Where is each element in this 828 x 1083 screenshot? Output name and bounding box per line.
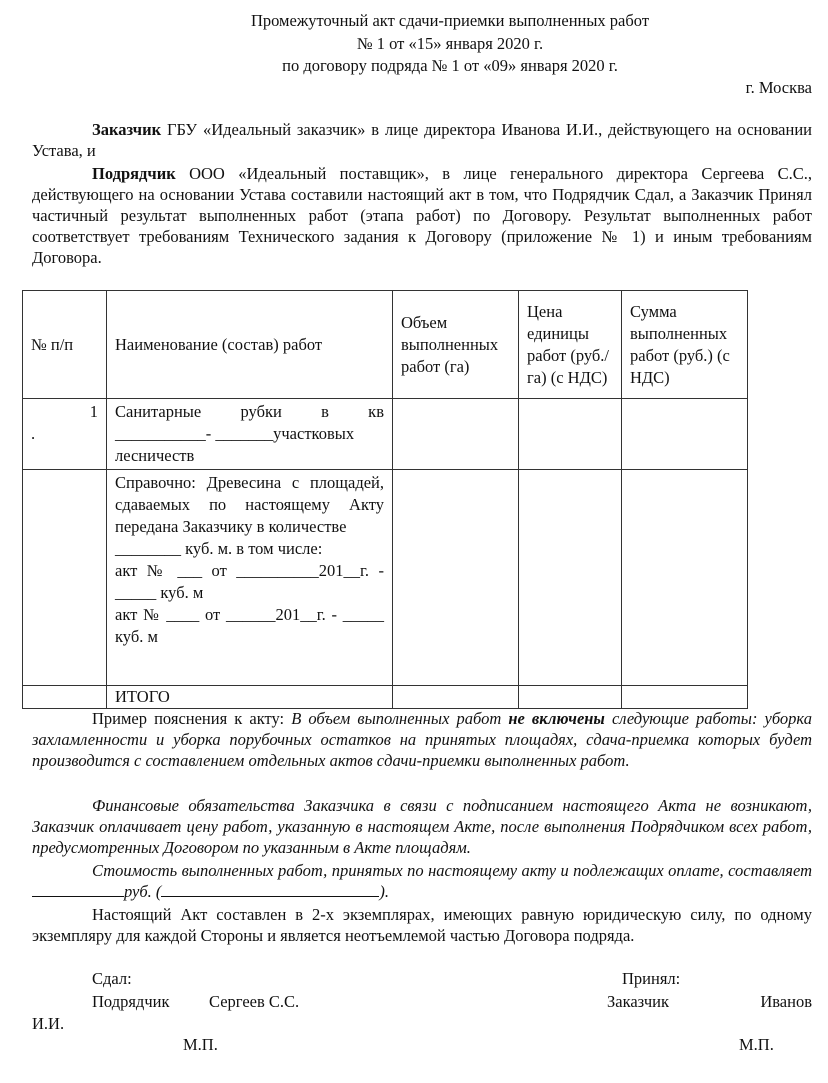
note-paragraph-1 (32, 708, 812, 771)
works-table (22, 290, 748, 709)
note-paragraph-2 (32, 795, 812, 858)
row2-name (107, 470, 393, 686)
doc-title-line3: по договору подряда № 1 от «09» января 2020 г. (282, 56, 618, 75)
contractor-name: Сергеев С.С. (209, 992, 300, 1011)
table-row (23, 399, 748, 470)
row1-name-b: ___________- _______участковых лесничеств (115, 424, 355, 465)
city: г. Москва (745, 78, 812, 97)
header-price: Цена единицы работ (руб./га) (с НДС) (519, 291, 622, 399)
amount-blank (32, 881, 124, 897)
row1-sum (622, 399, 748, 470)
total-volume (393, 686, 519, 709)
row1-num-value: 1 (89, 402, 98, 421)
contractor-role: Подрядчик (92, 992, 170, 1011)
header-volume: Объем выполненных работ (га) (393, 291, 519, 399)
doc-title-line1: Промежуточный акт сдачи-приемки выполненных работ (250, 11, 650, 30)
customer-name-b: И.И. (32, 1014, 65, 1033)
customer-role: Заказчик (607, 992, 670, 1011)
note3-text-b: руб. ( (124, 882, 162, 901)
table-row-total (23, 686, 748, 709)
row2-sum (622, 470, 748, 686)
customer-paragraph (32, 119, 812, 161)
stamp-right: М.П. (739, 1035, 774, 1054)
row1-num (23, 399, 107, 470)
row2-num (23, 470, 107, 686)
note1-lead: Пример пояснения к акту: (92, 709, 292, 728)
contractor-text: ООО «Идеальный поставщик», в лице генерального директора Сергеева С.С., действующего на основании Устава составили настоящий акт в том, что Подрядчик Сдал, а Заказчик Принял частичный результат выполненных работ (этапа работ) по Договору. Результат выполненных работ соответствует требованиям Технического задания к Договору (приложение № 1) и иным требованиям Договора. (32, 164, 812, 267)
total-sum (622, 686, 748, 709)
table-row (23, 470, 748, 686)
row1-name-a: Санитарные рубки в кв (115, 402, 384, 421)
row2-l2: ________ куб. м. в том числе: (115, 539, 323, 558)
accepted-label: Принял: (622, 969, 681, 988)
row2-l3: акт № ___ от __________201__г. - _____ куб. м (115, 561, 384, 602)
table-header-row (23, 291, 748, 399)
row1-num-dot: . (31, 424, 36, 443)
row1-volume (393, 399, 519, 470)
note-paragraph-3 (32, 860, 812, 902)
row1-price (519, 399, 622, 470)
total-label: ИТОГО (107, 686, 393, 709)
note1-italic-b: следующие работы: уборка захламленности и уборка порубочных остатков на принятых площадях, сдача-приемка которых будет производится с составлением отдельных актов сдачи-приемки выполненных работ. (32, 709, 812, 770)
row2-l4: акт № ____ от ______201__г. - _____ куб. м (115, 605, 384, 646)
total-num (23, 686, 107, 709)
note4-text: Настоящий Акт составлен в 2-х экземплярах, имеющих равную юридическую силу, по одному экземпляру для каждой Стороны и является неотъемлемой частью Договора подряда. (32, 905, 812, 945)
note1-bold: не включены (508, 709, 605, 728)
row2-l1: Справочно: Древесина с площадей, сдаваемых по настоящему Акту передана Заказчику в количестве (115, 473, 384, 536)
row1-name (107, 399, 393, 470)
customer-text: ГБУ «Идеальный заказчик» в лице директора Иванова И.И., действующего на основании Устава, и (32, 120, 812, 160)
note3-text-a: Стоимость выполненных работ, принятых по настоящему акту и подлежащих оплате, составляет (92, 861, 812, 880)
doc-title-line2: № 1 от «15» января 2020 г. (356, 34, 544, 53)
customer-label: Заказчик (92, 120, 162, 139)
row2-price (519, 470, 622, 686)
contractor-paragraph (32, 163, 812, 268)
stamp-left: М.П. (183, 1035, 218, 1054)
note1-italic-a: В объем выполненных работ (291, 709, 509, 728)
note3-text-c: ). (379, 882, 390, 901)
note2-text: Финансовые обязательства Заказчика в связи с подписанием настоящего Акта не возникают, Заказчик оплачивает цену работ, указанную в настоящем Акте, после выполнения Подрядчиком всех работ, предусмотренных Договором по указанным в Акте площадям. (32, 796, 812, 857)
amount-words-blank (161, 881, 379, 897)
customer-name-a: Иванов (760, 992, 812, 1011)
row2-volume (393, 470, 519, 686)
header-name: Наименование (состав) работ (107, 291, 393, 399)
contractor-label: Подрядчик (92, 164, 176, 183)
header-sum: Сумма выполненных работ (руб.) (с НДС) (622, 291, 748, 399)
handed-label: Сдал: (92, 969, 132, 988)
note-paragraph-4 (32, 904, 812, 946)
header-num: № п/п (23, 291, 107, 399)
total-price (519, 686, 622, 709)
